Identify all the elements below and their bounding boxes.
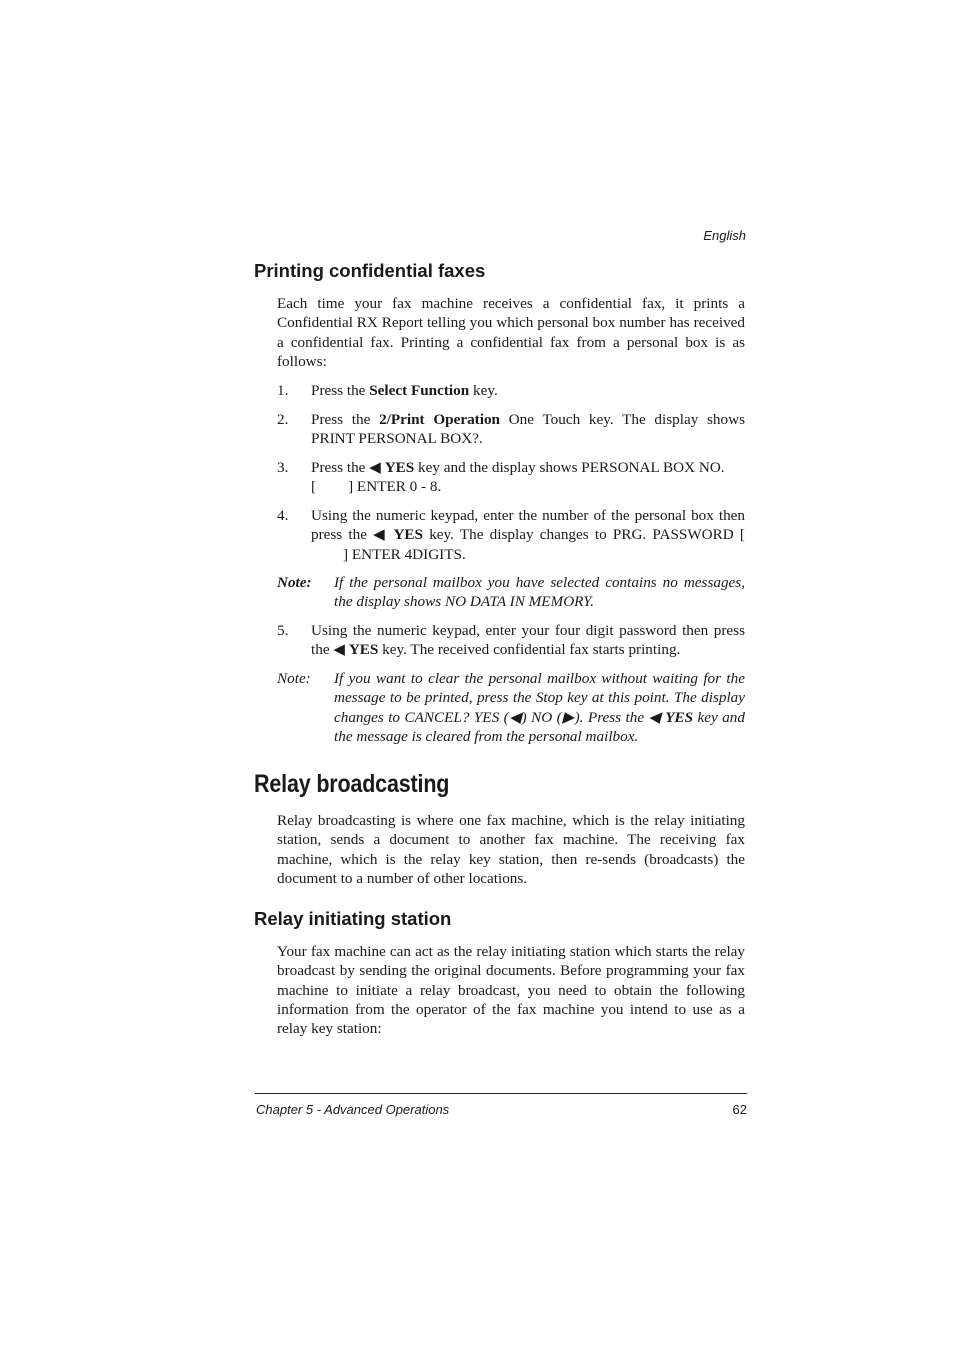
footer-chapter: Chapter 5 - Advanced Operations [256, 1102, 450, 1117]
key-name: YES [665, 708, 694, 726]
step-text: key. [469, 382, 498, 399]
section-title-relay-initiating-station: Relay initiating station [254, 908, 452, 929]
language-label: English [703, 228, 746, 243]
note-2 [277, 669, 745, 746]
relay-broadcasting-paragraph: Relay broadcasting is where one fax machine, which is the relay initiating station, sends a document to another fax machine. The receiving fax machine, which is the relay key station, then re-sends (broadcasts) the document to a number of other locations. [277, 812, 745, 887]
step-text: One Touch key. The display shows PRINT PERSONAL BOX?. [311, 411, 745, 448]
step-number: 4. [277, 507, 289, 524]
step-1 [277, 381, 745, 400]
step-text: Using the numeric keypad, enter your four digit password then press the ◀ [311, 622, 745, 659]
step-4 [277, 506, 745, 564]
key-name: YES [348, 641, 379, 659]
step-number: 5. [277, 622, 289, 639]
page-number: 62 [732, 1102, 747, 1117]
note-text: If you want to clear the personal mailbox without waiting for the message to be printed, press the Stop key at this point. The display changes to CANCEL? YES (◀) NO (▶). Press the ◀ [334, 670, 745, 726]
step-number: 2. [277, 411, 289, 428]
section-title-relay-broadcasting: Relay broadcasting [254, 770, 450, 798]
key-name: YES [393, 526, 423, 544]
step-number: 3. [277, 459, 289, 476]
step-3 [277, 458, 745, 497]
note-label: Note: [277, 574, 312, 591]
note-1 [277, 573, 745, 612]
note-label: Note: [277, 670, 311, 687]
step-number: 1. [277, 382, 289, 399]
key-name: 2/Print Operation [379, 411, 500, 428]
step-text: key. The display changes to PRG. PASSWORD [ [423, 526, 745, 544]
note-text: If the personal mailbox you have selected contains no messages, the display shows NO DATA IN MEMORY. [334, 574, 745, 611]
relay-initiating-paragraph: Your fax machine can act as the relay initiating station which starts the relay broadcast by sending the original documents. Before programming your fax machine to initiate a relay broadcast, you need to obtain the following information from the operator of the fax machine you intend to use as a relay key station: [277, 943, 745, 1038]
footer-rule [255, 1093, 747, 1094]
step-text: ] ENTER 0 - 8. [348, 478, 442, 496]
display-bracket: [ [311, 478, 317, 496]
section-title-printing-confidential-faxes: Printing confidential faxes [254, 260, 486, 281]
step-text: Press the [311, 411, 380, 428]
step-5 [277, 621, 745, 660]
step-2 [277, 410, 745, 449]
key-name: Select Function [369, 382, 470, 399]
step-text: Press the ◀ [311, 459, 385, 476]
note-text: key and the message is cleared from the personal mailbox. [334, 708, 745, 745]
key-name: YES [384, 459, 415, 476]
step-text: Press the [311, 382, 370, 399]
step-text: key and the display shows PERSONAL BOX NO. [414, 459, 725, 476]
step-text: ] ENTER 4DIGITS. [343, 545, 466, 563]
intro-paragraph: Each time your fax machine receives a confidential fax, it prints a Confidential RX Report telling you which personal box number has received a confidential fax. Printing a confidential fax from a personal box is as follows: [277, 295, 745, 370]
step-text: key. The received confidential fax starts printing. [378, 641, 681, 659]
step-text: Using the numeric keypad, enter the number of the personal box then press the ◀ [311, 507, 745, 544]
